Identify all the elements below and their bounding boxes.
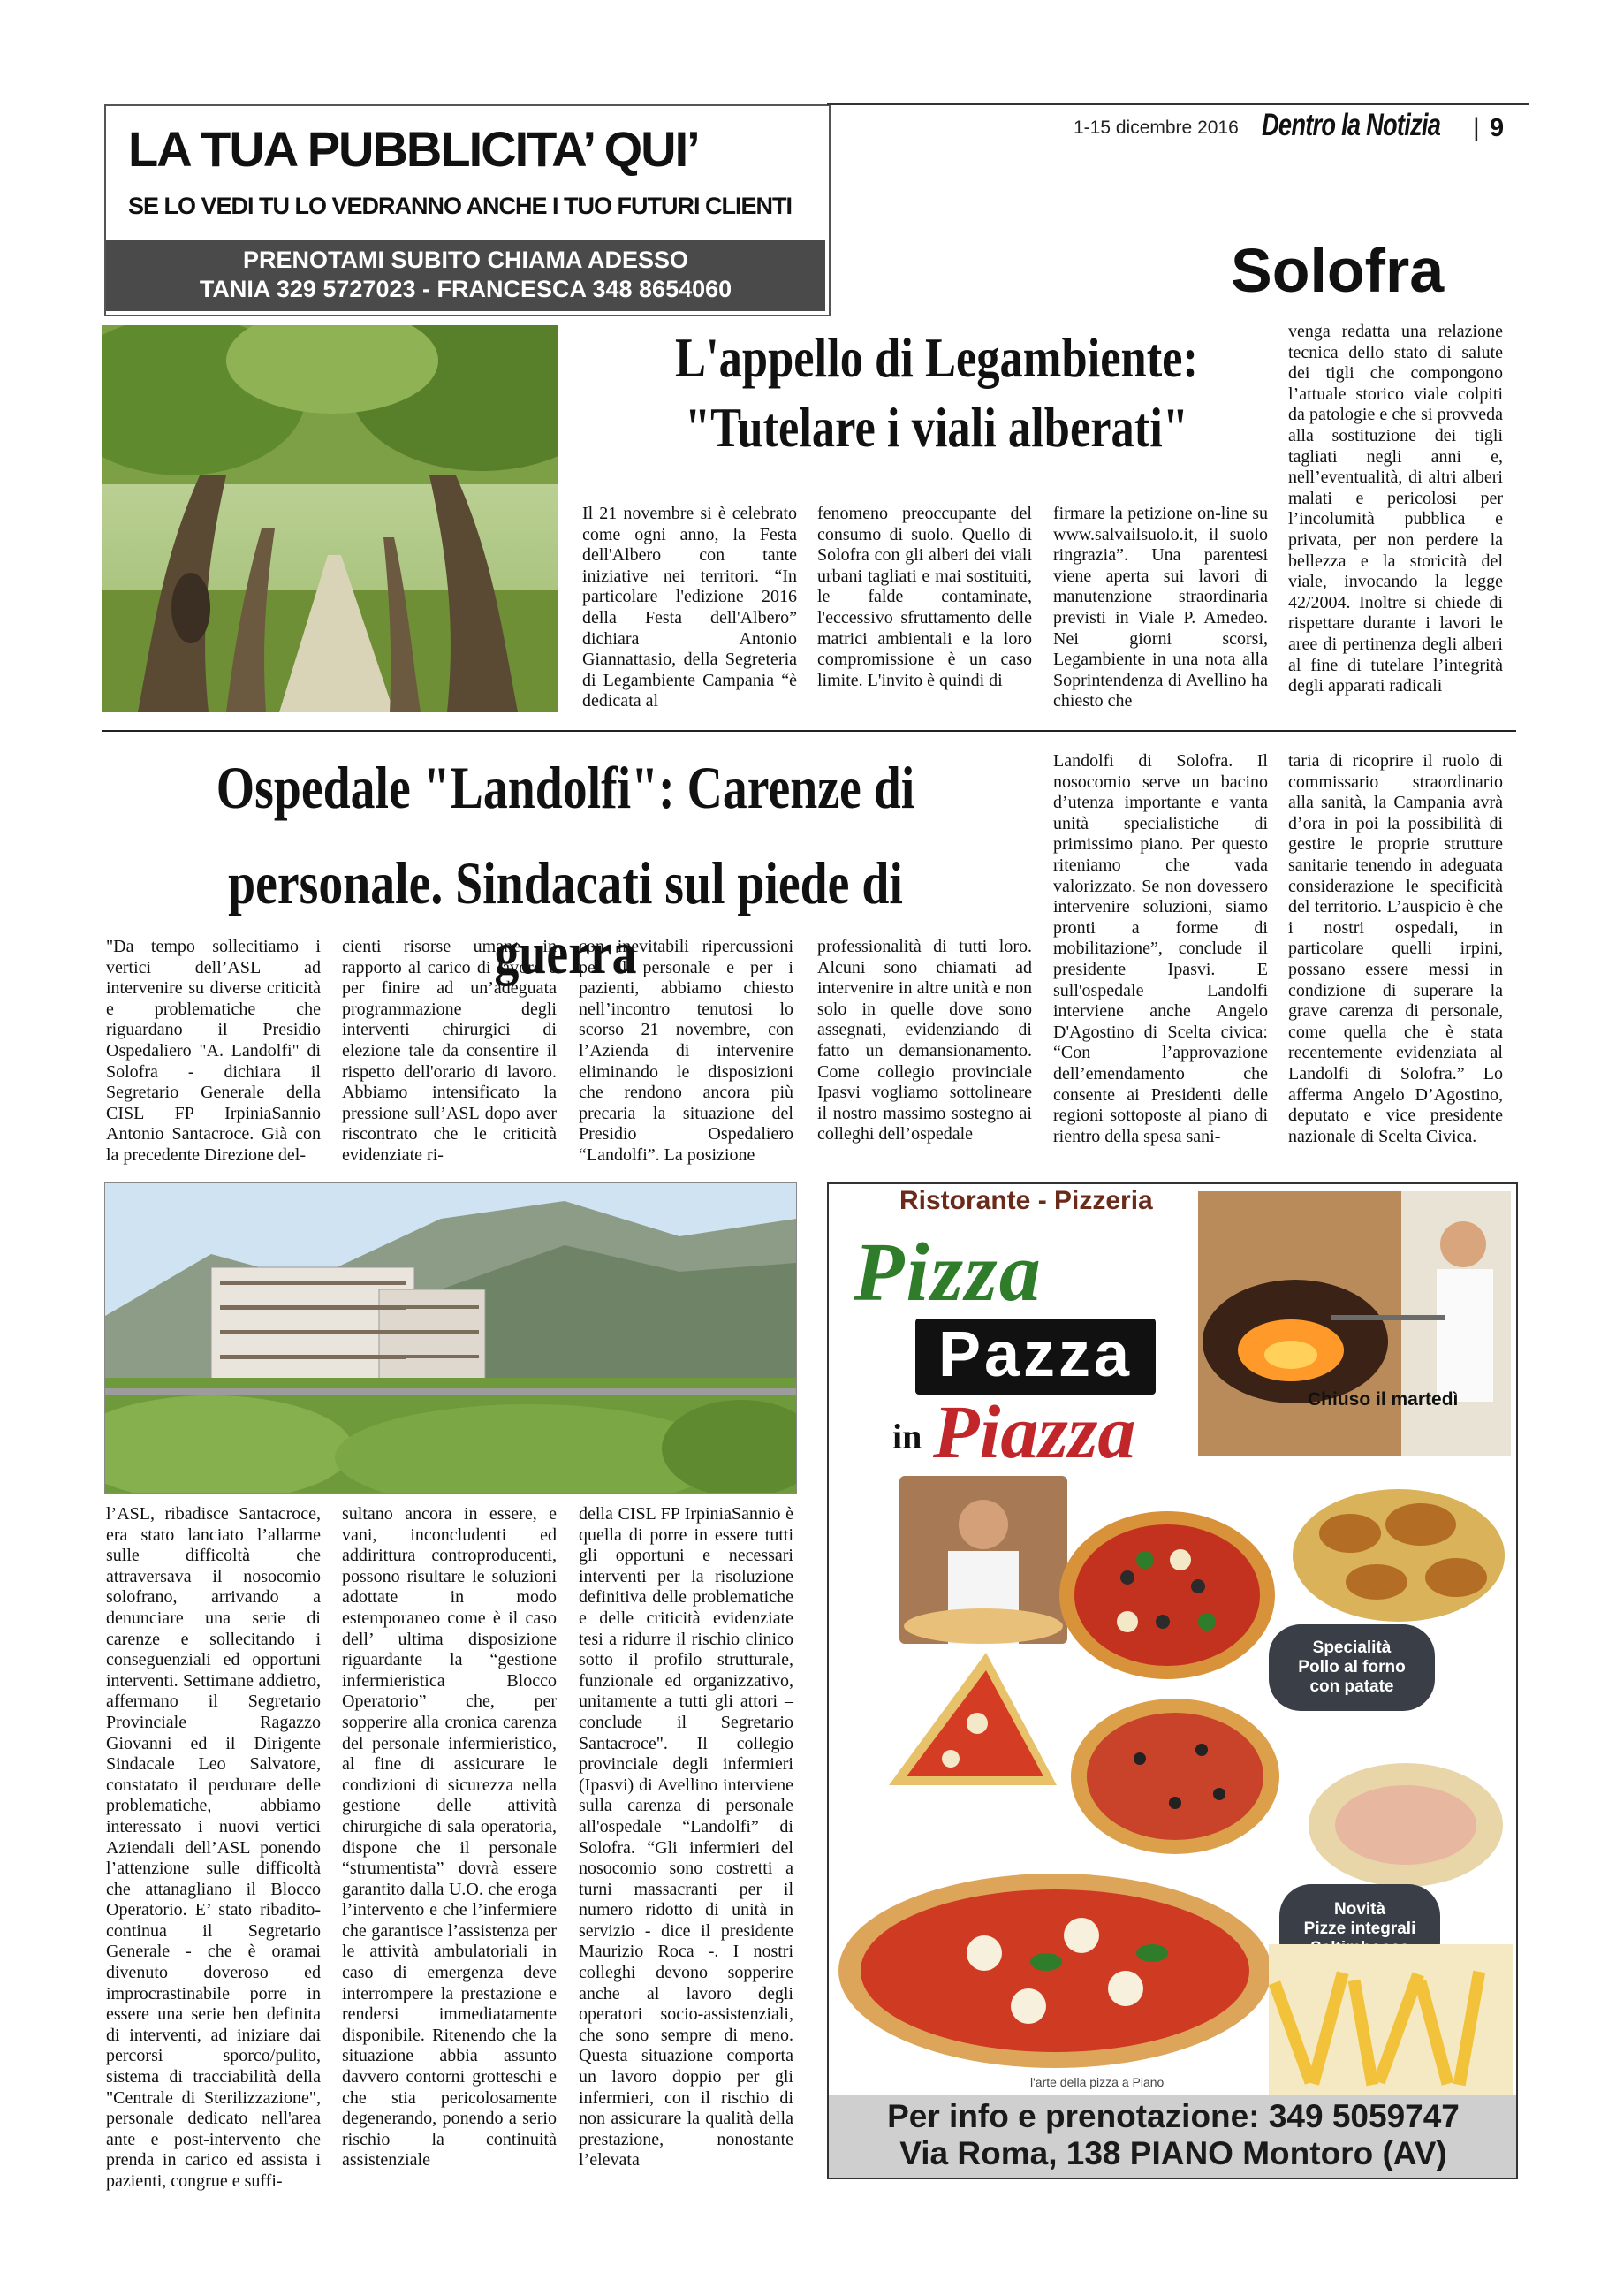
novelty-item-1: Pizze integrali <box>1303 1920 1416 1938</box>
article1-headline-line1: L'appello di Legambiente: <box>675 326 1198 389</box>
article1-headline-line2: "Tutelare i viali alberati" <box>685 396 1188 459</box>
article-divider <box>102 730 1516 732</box>
article2-headline-line1: Ospedale "Landolfi": Carenze di <box>216 754 915 821</box>
article1-column-4: venga redatta una relazione tecnica dello stato di salute dei tigli che compongono l’attuale storico viale colpiti da patologie e che si provveda alla sostituzione dei tigli tagliati negli anni e, nell’eventualità, di altri alberi malati e pericolosi per l’incolumità pubblica e privata, per non perdere la bellezza e la storicità del viale, invocando la legge 42/2004. Inoltre si chiede di rispettare durante i lavori le aree di pertinenza degli alberi al fine di tutelare l’integrità degli apparati radicali <box>1288 322 1503 696</box>
brand-piazza: Piazza <box>933 1389 1136 1474</box>
page-separator: | <box>1473 113 1480 142</box>
oven-photo <box>1198 1191 1511 1456</box>
header-rule <box>827 103 1529 105</box>
brand-in: in <box>892 1417 922 1456</box>
tree-avenue-photo <box>102 325 558 712</box>
ad-phone-numbers: TANIA 329 5727023 - FRANCESCA 348 8654060 <box>199 276 732 302</box>
hospital-photo <box>104 1182 797 1494</box>
novelty-label: Novità <box>1333 1900 1386 1919</box>
pizza-margherita-image <box>834 1865 1276 2068</box>
saltimbocca-image <box>1304 1759 1507 1891</box>
article2-top-column-5: Landolfi di Solofra. Il nosocomio serve un bacino d’utenza importante e vanta unità specialistiche di primissimo piano. Per questo riteniamo che vada valorizzato. Se non dovessero intervenire soluzioni, siamo pronti a forme di mobilitazione”, conclude il presidente Ipasvi. E sull'ospedale Landolfi interviene anche Angelo D'Agostino di Scelta civica: “Con l’approvazione dell’emendamento che consente ai Presidenti delle regioni sottoposte al piano di rientro della spesa sani- <box>1053 751 1268 1146</box>
article2-top-column-3: con inevitabili ripercussioni per il personale e per i pazienti, abbiamo chiesto nell’incontro tenutosi lo scorso 21 novembre, con l’Azienda di intervenire eliminando le disposizioni che rendono ancora più precaria la situazione del Presidio Ospedaliero “Landolfi”. La posizione <box>579 937 793 1165</box>
ad-subtitle: SE LO VEDI TU LO VEDRANNO ANCHE I TUO FUTURI CLIENTI <box>128 193 793 219</box>
specialty-label: Specialità <box>1312 1638 1392 1657</box>
brand-pazza: Pazza <box>937 1319 1134 1390</box>
article2-top-column-1: "Da tempo sollecitiamo i vertici dell’ASL ad intervenire su diverse criticità e problematiche che riguardano il Presidio Ospedaliero "A. Landolfi" di Solofra - dichiara il Segretario Generale della CISL FP IrpiniaSannio Antonio Santacroce. Già con la precedente Direzione del- <box>106 937 321 1165</box>
section-title: Solofra <box>1231 236 1445 305</box>
fries-image <box>1269 1944 1513 2095</box>
article1-column-3: firmare la petizione on-line su www.salvailsuolo.it, il suolo ringrazia”. Una parentesi viene aperta sui lavori di manutenzione straordinaria previsti in Viale P. Amedeo. Nei giorni scorsi, Legambiente in una nota alla Soprintendenza di Avellino ha chiesto che <box>1053 504 1268 711</box>
pizza-vegetables-image <box>1057 1507 1278 1684</box>
pizza-slice-image <box>880 1644 1066 1794</box>
specialty-cloud <box>1269 1624 1435 1711</box>
article2-top-column-4: professionalità di tutti loro. Alcuni sono chiamati ad intervenire in altre unità e non solo in quelle dove sono assegnati, evidenziando di fatto un demansionamento. Come collegio provinciale Ipasvi vogliamo sottolineare il nostro massimo sostegno ai colleghi dell’ospedale <box>817 937 1032 1144</box>
art-caption: l'arte della pizza a Piano <box>1030 2075 1165 2089</box>
restaurant-type: Ristorante - Pizzeria <box>899 1186 1153 1215</box>
roast-chicken-image <box>1288 1471 1509 1631</box>
info-address: Via Roma, 138 PIANO Montoro (AV) <box>899 2135 1447 2171</box>
info-phone: Per info e prenotazione: 349 5059747 <box>887 2098 1460 2134</box>
pizza-olives-image <box>1069 1697 1281 1856</box>
brand-pizza: Pizza <box>854 1227 1043 1319</box>
pizzeria-advertisement <box>827 1182 1518 2179</box>
article2-top-column-2: cienti risorse umane in rapporto al carico di lavoro e per finire ad un’adeguata programmazione degli interventi chirurgici di elezione tale da consentire il rispetto dell'orario di lavoro. Abbiamo intensificato la pressione sull’ASL dopo aver riscontrato che le criticità evidenziate ri- <box>342 937 557 1165</box>
specialty-detail: con patate <box>1309 1677 1394 1696</box>
article2-bottom-column-3: della CISL FP IrpiniaSannio è quella di porre in essere tutti gli opportuni e necessari interventi per la risoluzione definitiva delle problematiche e delle criticità evidenziate tesi a ridurre il rischio clinico sotto il profilo strutturale, funzionale ed organizzativo, unitamente a tutti gli attori – conclude il Segretario Santacroce". Il collegio provinciale degli infermieri (Ipasvi) di Avellino interviene sulla carenza di personale all'ospedale “Landolfi” di Solofra. “Gli infermieri del nosocomio sono costretti a turni massacranti per il numero ridotto di unità in servizio - dice il presidente Maurizio Roca -. I nostri colleghi devono sopperire anche al lavoro degli operatori socio-assistenziali, che sono sempre di meno. Questa situazione comporta un lavoro doppio per gli infermieri, con il rischio di non assicurare la qualità della prestazione, nonostante l’elevata <box>579 1504 793 2171</box>
closed-day: Chiuso il martedì <box>1308 1389 1459 1410</box>
ad-call-to-action: PRENOTAMI SUBITO CHIAMA ADESSO <box>242 247 689 273</box>
article2-bottom-column-2: sultano ancora in essere, e vani, inconcludenti ed addirittura controproducenti, possono risultare le soluzioni adottate in modo estemporaneo come è il caso dell’ ultima disposizione riguardante la “gestione infermieristica Blocco Operatorio” che, per sopperire alla cronica carenza del personale infermieristico, al fine di assicurare le condizioni di sicurezza nella gestione delle attività chirurgiche di sala operatoria, dispone che il personale “strumentista” dovrà essere garantito dalla U.O. che eroga l’intervento e che l’infermiere che garantisce l’assistenza per le attività ambulatoriali in caso di emergenza deve interrompere la prestazione e rendersi immediatamente disponibile. Ritenendo che la situazione abbia assunto davvero contorni grotteschi e che stia pericolosamente degenerando, ponendo a serio rischio la continuità assistenziale <box>342 1504 557 2171</box>
masthead: Dentro la Notizia <box>1262 108 1441 142</box>
ad-title: LA TUA PUBBLICITA’ QUI’ <box>128 121 699 177</box>
pizzaiolo-photo <box>899 1476 1067 1644</box>
article2-headline-line2: personale. Sindacati sul piede di guerra <box>228 849 903 986</box>
specialty-item: Pollo al forno <box>1298 1658 1406 1676</box>
article1-column-1: Il 21 novembre si è celebrato come ogni anno, la Festa dell'Albero con tante iniziative nei territori. “In particolare l'edizione 2016 della Festa dell'Albero” dichiara Antonio Giannattasio, della Segreteria di Legambiente Campania “è dedicata al <box>582 504 797 711</box>
page-number: 9 <box>1490 114 1505 142</box>
article2-bottom-column-1: l’ASL, ribadisce Santacroce, era stato lanciato l’allarme sulle difficoltà che attraversava il nosocomio solofrano, arrivando a denunciare una serie di carenze e sollecitando i conseguenziali ed opportuni interventi. Settimane addietro, affermano il Segretario Provinciale Ragazzo Giovanni ed il Dirigente Sindacale Leo Salvatore, constatato il perdurare delle problematiche, abbiamo interessato i nuovi vertici Aziendali dell’ASL ponendo l’attenzione sulle difficoltà che attanagliano il Blocco Operatorio. E’ stato ribadito- continua il Segretario Generale - che è oramai divenuto doveroso ed improcrastinabile porre in essere una serie ben definita di interventi, ad iniziare dai percorsi sporco/pulito, sistema di tracciabilità della "Centrale di Sterilizzazione", personale dedicato nell'area ante e post-intervento che prenda in carico ed assista i pazienti, congrue e suffi- <box>106 1504 321 2191</box>
article2-top-column-6: taria di ricoprire il ruolo di commissario straordinario alla sanità, la Campania avrà d’ora in poi la possibilità di gestire le proprie strutture sanitarie tenendo in adeguata considerazione le specificità del territorio. L’auspicio è che i nostri ospedali, in particolare quelli irpini, possano essere messi in condizione di superare la grave carenza di personale, come quella che è stata recentemente evidenziata al Landolfi di Solofra.” Lo afferma Angelo D’Agostino, deputato e vice presidente nazionale di Scelta Civica. <box>1288 751 1503 1146</box>
article1-column-2: fenomeno preoccupante del consumo di suolo. Quello di Solofra con gli alberi dei viali urbani tagliati e mai sostituiti, le falde contaminate, l'eccessivo sfruttamento delle matrici ambientali e la loro compromissione è un caso limite. L'invito è quindi di <box>817 504 1032 690</box>
issue-date: 1-15 dicembre 2016 <box>1074 118 1239 138</box>
